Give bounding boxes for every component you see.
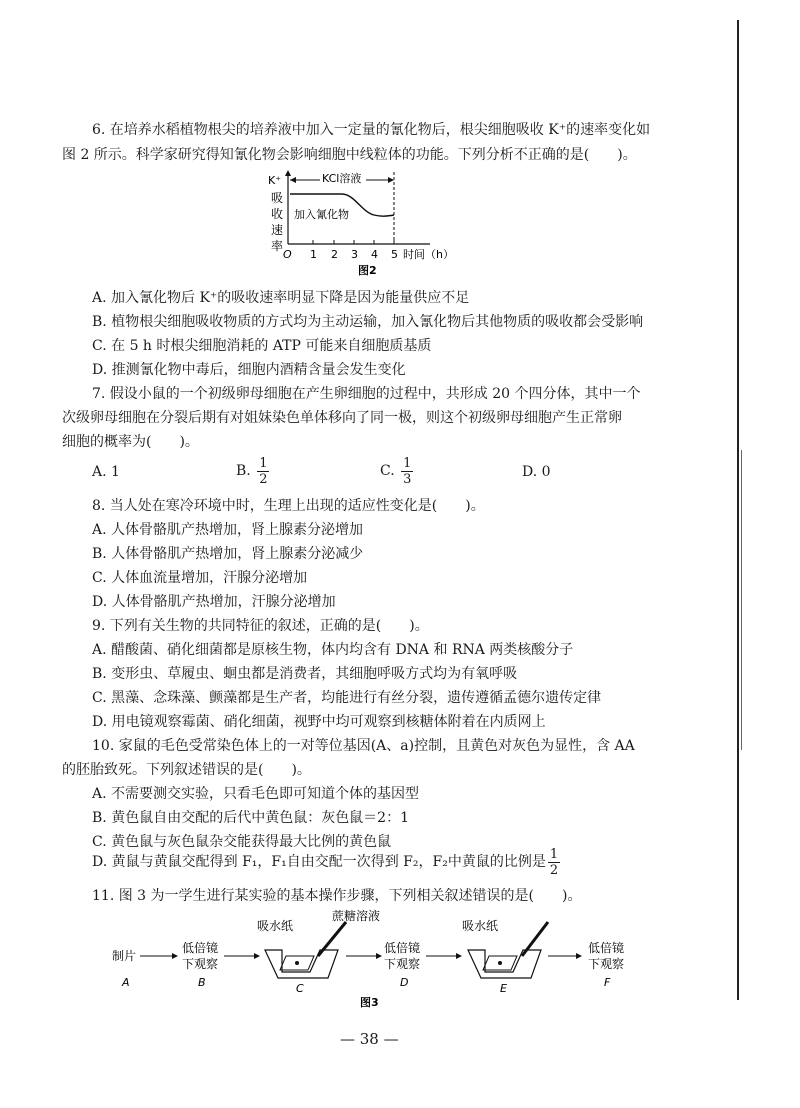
page-number: — 38 — <box>340 1030 399 1048</box>
q11-fig-step-d-line2: 下观察 <box>384 957 421 971</box>
q7-stem-line3: 细胞的概率为( )。 <box>62 434 199 450</box>
q6-fig-x-tick-label: 4 <box>371 248 378 261</box>
q11-fig-pipette-e <box>522 922 548 956</box>
q10-stem-line1: 10. 家鼠的毛色受常染色体上的一对等位基因(A、a)控制，且黄色对灰色为显性，含 AA <box>92 738 635 754</box>
q11-fig-letter-d: D <box>400 976 409 989</box>
q11-fig-specimen-dot-e <box>498 961 502 965</box>
q6-fig-origin: O <box>283 248 292 261</box>
q9-stem: 9. 下列有关生物的共同特征的叙述，正确的是( )。 <box>92 618 429 634</box>
q6-fig-y-label-char: 吸 <box>271 191 284 205</box>
q11-fig-letter-c: C <box>296 982 304 995</box>
q6-fig-kcl-arrow-left <box>290 177 296 183</box>
q11-fig-slide-e <box>468 950 541 978</box>
q7-option-c <box>380 452 415 490</box>
q7-option-a: A. 1 <box>92 464 120 480</box>
q6-fig-kcl-arrow-right <box>388 177 394 183</box>
q8-option-b: B. 人体骨骼肌产热增加，肾上腺素分泌减少 <box>92 546 364 562</box>
q6-fig-y-arrow <box>285 170 291 176</box>
q11-fig-step-b-line2: 下观察 <box>182 957 219 971</box>
q6-figure-k-uptake-chart <box>250 168 490 278</box>
q10-option-d-text: D. 黄鼠与黄鼠交配得到 F₁，F₁自由交配一次得到 F₂，F₂中黄鼠的比例是 <box>92 854 546 870</box>
q11-fig-letter-a: A <box>122 976 130 989</box>
q7-option-c-den: 3 <box>403 471 412 487</box>
q7-option-c-fraction <box>401 456 413 487</box>
q9-option-d: D. 用电镜观察霉菌、硝化细菌，视野中均可观察到核糖体附着在内质网上 <box>92 714 546 730</box>
q11-fig-arrowhead <box>456 953 462 959</box>
q6-stem-line2: 图 2 所示。科学家研究得知氰化物会影响细胞中线粒体的功能。下列分析不正确的是( )。 <box>62 147 637 163</box>
q7-option-b-num: 1 <box>259 455 268 471</box>
q11-fig-arrowhead <box>172 953 178 959</box>
q6-fig-caption: 图2 <box>358 264 377 277</box>
q9-option-c: C. 黑藻、念珠藻、颤藻都是生产者，均能进行有丝分裂，遗传遵循孟德尔遗传定律 <box>92 690 602 706</box>
q11-fig-letter-f: F <box>604 976 611 989</box>
q11-fig-pipette-c <box>318 922 346 956</box>
q6-fig-x-tick-label: 2 <box>331 248 338 261</box>
q7-option-b-fraction <box>257 456 269 487</box>
q7-option-c-num: 1 <box>403 455 412 471</box>
q10-option-d-fraction <box>548 847 560 878</box>
q7-option-b-prefix: B. <box>236 463 251 479</box>
q11-fig-paper-label: 吸水纸 <box>257 919 294 933</box>
q8-option-c: C. 人体血流量增加，汗腺分泌增加 <box>92 570 308 586</box>
q6-fig-y-label-top: K⁺ <box>268 174 282 187</box>
q11-figure-experiment-steps <box>100 908 660 1010</box>
q6-fig-y-label-char: 速 <box>271 223 284 237</box>
q6-option-a: A. 加入氰化物后 K⁺的吸收速率明显下降是因为能量供应不足 <box>92 290 470 306</box>
q6-stem-line1: 6. 在培养水稻植物根尖的培养液中加入一定量的氰化物后，根尖细胞吸收 K⁺的速率变化如 <box>92 122 651 138</box>
q11-fig-step-d-line1: 低倍镜 <box>384 941 421 955</box>
q7-option-b-den: 2 <box>259 471 268 487</box>
q9-option-a: A. 醋酸菌、硝化细菌都是原核生物，体内均含有 DNA 和 RNA 两类核酸分子 <box>92 642 574 658</box>
q7-option-c-prefix: C. <box>380 463 395 479</box>
q6-fig-kcl-label: KCl溶液 <box>322 172 362 185</box>
q11-fig-step-f-line2: 下观察 <box>588 957 625 971</box>
q11-fig-step-b-line1: 低倍镜 <box>182 941 219 955</box>
q11-stem: 11. 图 3 为一学生进行某实验的基本操作步骤，下列相关叙述错误的是( )。 <box>92 888 582 904</box>
q11-fig-arrowhead <box>576 953 582 959</box>
q11-fig-caption: 图3 <box>360 996 379 1009</box>
q11-fig-arrowhead <box>376 953 382 959</box>
q6-fig-x-label: 时间（h） <box>403 248 454 261</box>
q11-fig-paper-label: 吸水纸 <box>462 919 499 933</box>
q6-option-b: B. 植物根尖细胞吸收物质的方式均为主动运输，加入氰化物后其他物质的吸收都会受影响 <box>92 314 644 330</box>
q10-option-a: A. 不需要测交实验，只看毛色即可知道个体的基因型 <box>92 786 420 802</box>
q6-fig-x-tick-label: 3 <box>351 248 358 261</box>
q6-fig-y-label-char: 收 <box>271 207 284 221</box>
q7-stem-line1: 7. 假设小鼠的一个初级卵母细胞在产生卵细胞的过程中，共形成 20 个四分体，其中一个 <box>92 386 641 402</box>
q10-option-c: C. 黄色鼠与灰色鼠杂交能获得最大比例的黄色鼠 <box>92 834 392 850</box>
q11-fig-step-f-line1: 低倍镜 <box>588 941 625 955</box>
q11-fig-letter-e: E <box>500 982 507 995</box>
q10-option-d <box>92 843 562 881</box>
q10-stem-line2: 的胚胎致死。下列叙述错误的是( )。 <box>62 762 311 778</box>
q6-option-c: C. 在 5 h 时根尖细胞消耗的 ATP 可能来自细胞质基质 <box>92 338 432 354</box>
q11-fig-sucrose-label: 蔗糖溶液 <box>332 909 381 923</box>
q6-option-d: D. 推测氰化物中毒后，细胞内酒精含量会发生变化 <box>92 362 406 378</box>
q11-fig-step-a: 制片 <box>112 949 137 963</box>
q11-fig-slide-c <box>265 950 338 978</box>
q7-stem-line2: 次级卵母细胞在分裂后期有对姐妹染色单体移向了同一极，则这个初级卵母细胞产生正常卵 <box>62 410 622 426</box>
q8-stem: 8. 当人处在寒冷环境中时，生理上出现的适应性变化是( )。 <box>92 498 485 514</box>
binding-edge-line <box>737 20 739 1000</box>
q6-fig-y-label-char: 率 <box>271 239 284 253</box>
q11-fig-arrowhead <box>254 953 260 959</box>
q6-fig-curve-label: 加入氰化物 <box>294 208 349 221</box>
q6-fig-x-tick-label: 5 <box>391 248 398 261</box>
q7-option-d: D. 0 <box>522 464 551 480</box>
q10-option-b: B. 黄色鼠自由交配的后代中黄色鼠：灰色鼠＝2：1 <box>92 810 410 826</box>
q8-option-a: A. 人体骨骼肌产热增加，肾上腺素分泌增加 <box>92 522 364 538</box>
q11-fig-specimen-dot-c <box>295 961 299 965</box>
q9-option-b: B. 变形虫、草履虫、蛔虫都是消费者，其细胞呼吸方式均为有氧呼吸 <box>92 666 518 682</box>
q6-fig-x-tick-label: 1 <box>310 248 317 261</box>
q8-option-d: D. 人体骨骼肌产热增加，汗腺分泌增加 <box>92 594 336 610</box>
q7-option-b <box>236 452 271 490</box>
q11-fig-letter-b: B <box>198 976 206 989</box>
binding-edge-line-inner <box>741 450 742 750</box>
q10-option-d-den: 2 <box>549 862 559 878</box>
q10-option-d-num: 1 <box>549 846 559 862</box>
